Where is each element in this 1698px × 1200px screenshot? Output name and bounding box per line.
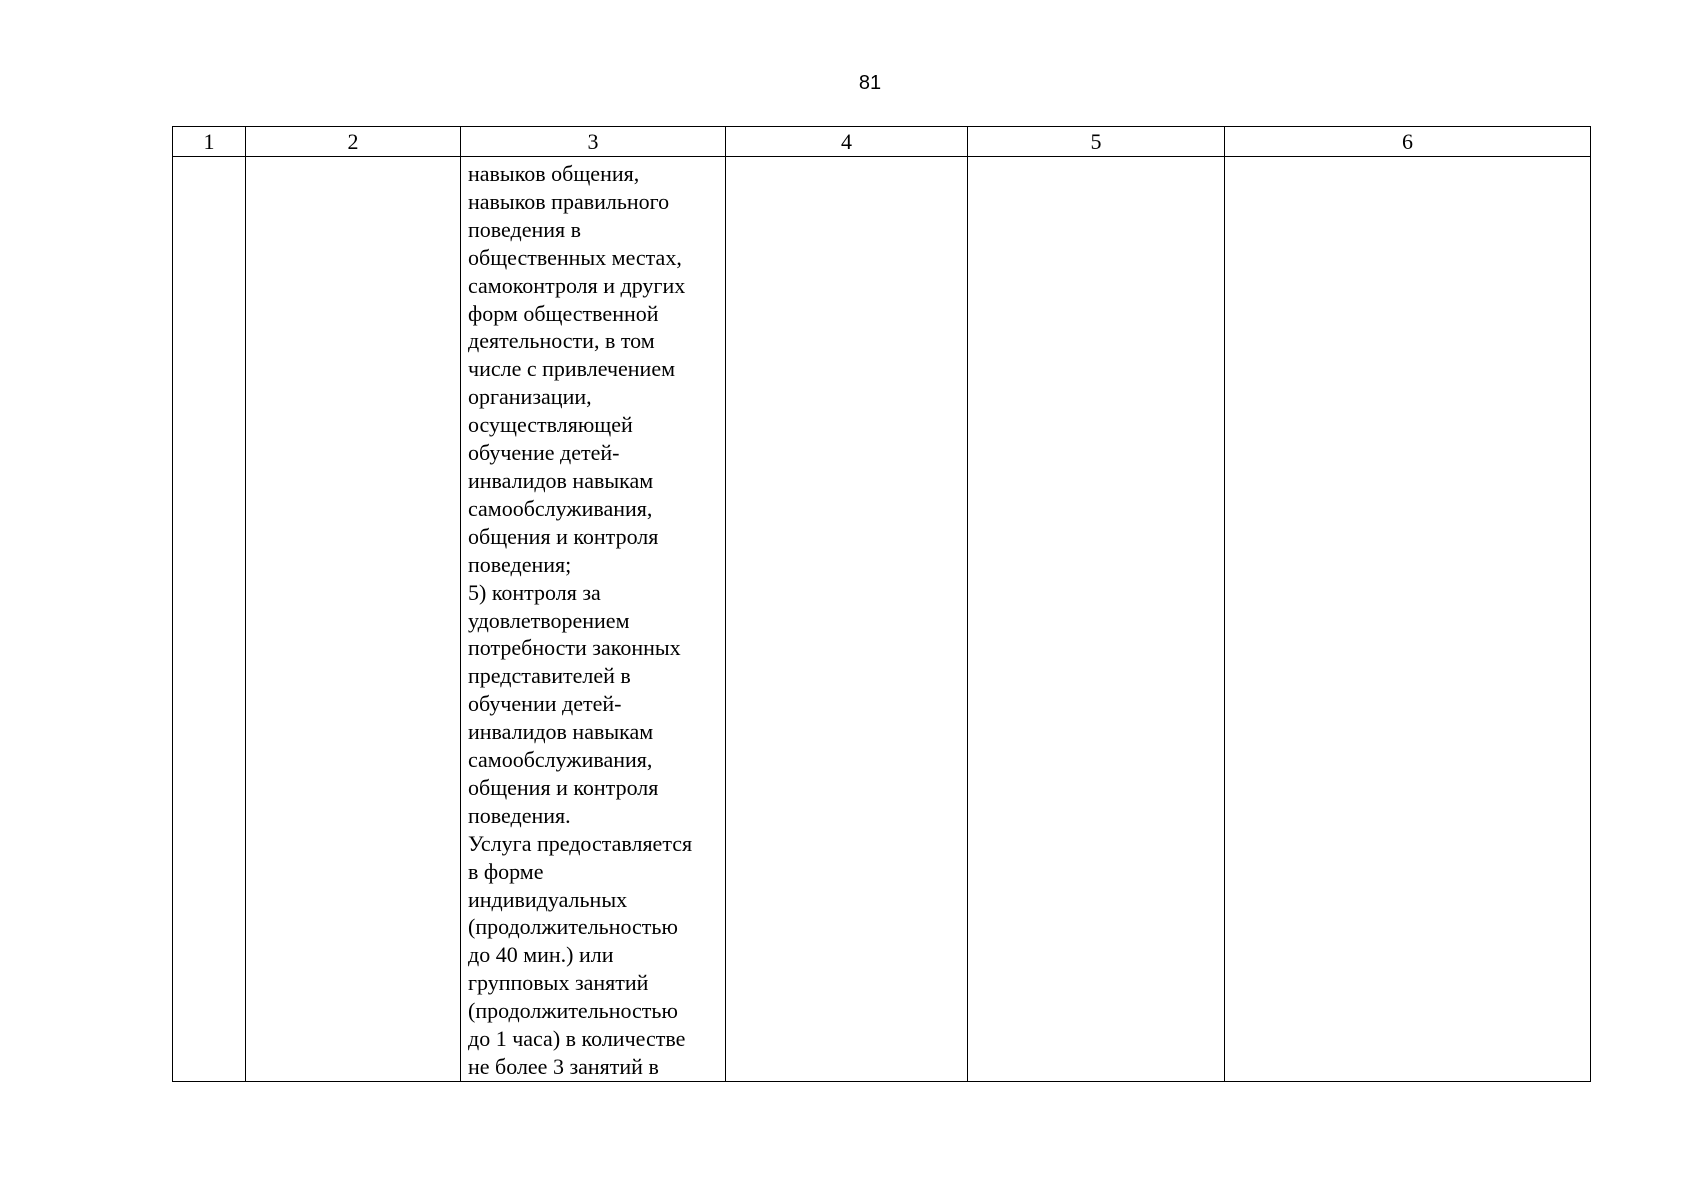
text-line: до 40 мин.) или: [468, 942, 614, 968]
column-header-2: 2: [246, 127, 461, 157]
document-table: [172, 126, 1591, 1082]
table-row: [173, 157, 1591, 1082]
table-header-row: [173, 127, 1591, 157]
column-header-1: 1: [173, 127, 246, 157]
text-line: 5) контроля за: [468, 579, 601, 605]
text-line: удовлетворением: [468, 607, 630, 633]
page-number: 81: [858, 72, 882, 94]
text-line: инвалидов навыкам: [468, 719, 654, 745]
text-line: навыков правильного: [468, 188, 670, 214]
text-line: деятельности, в том: [468, 328, 655, 354]
column-header-5: 5: [968, 127, 1225, 157]
text-line: до 1 часа) в количестве: [468, 1026, 686, 1052]
text-line: в форме: [468, 858, 544, 884]
cell-col-2: [246, 157, 461, 1082]
text-line: общественных местах,: [468, 244, 682, 270]
text-line: обучении детей-: [468, 691, 622, 717]
text-line: (продолжительностью: [468, 914, 678, 940]
text-line: обучение детей-: [468, 440, 620, 466]
text-line: представителей в: [468, 663, 631, 689]
text-line: самообслуживания,: [468, 747, 653, 773]
text-line: поведения.: [468, 802, 571, 828]
text-line: поведения в: [468, 216, 582, 242]
text-line: навыков общения,: [468, 161, 640, 186]
text-line: числе с привлечением: [468, 356, 676, 382]
cell-col-6: [1225, 157, 1591, 1082]
column-header-6: 6: [1225, 127, 1591, 157]
text-line: общения и контроля: [468, 523, 659, 549]
service-description-text: [461, 157, 725, 1081]
cell-col-5: [968, 157, 1225, 1082]
text-line: организации,: [468, 384, 592, 410]
column-header-3: 3: [461, 127, 726, 157]
text-line: Услуга предоставляется: [468, 830, 693, 856]
text-line: потребности законных: [468, 635, 681, 661]
text-line: самообслуживания,: [468, 495, 653, 521]
column-header-4: 4: [726, 127, 968, 157]
text-line: осуществляющей: [468, 412, 633, 438]
text-line: групповых занятий: [468, 970, 649, 996]
text-line: инвалидов навыкам: [468, 467, 654, 493]
cell-col-4: [726, 157, 968, 1082]
text-line: поведения;: [468, 551, 572, 577]
text-line: самоконтроля и других: [468, 272, 686, 298]
text-line: индивидуальных: [468, 886, 628, 912]
text-line: общения и контроля: [468, 774, 659, 800]
cell-col-1: [173, 157, 246, 1082]
cell-col-3: [461, 157, 726, 1082]
text-line: не более 3 занятий в: [468, 1054, 659, 1079]
text-line: форм общественной: [468, 300, 659, 326]
text-line: (продолжительностью: [468, 998, 678, 1024]
